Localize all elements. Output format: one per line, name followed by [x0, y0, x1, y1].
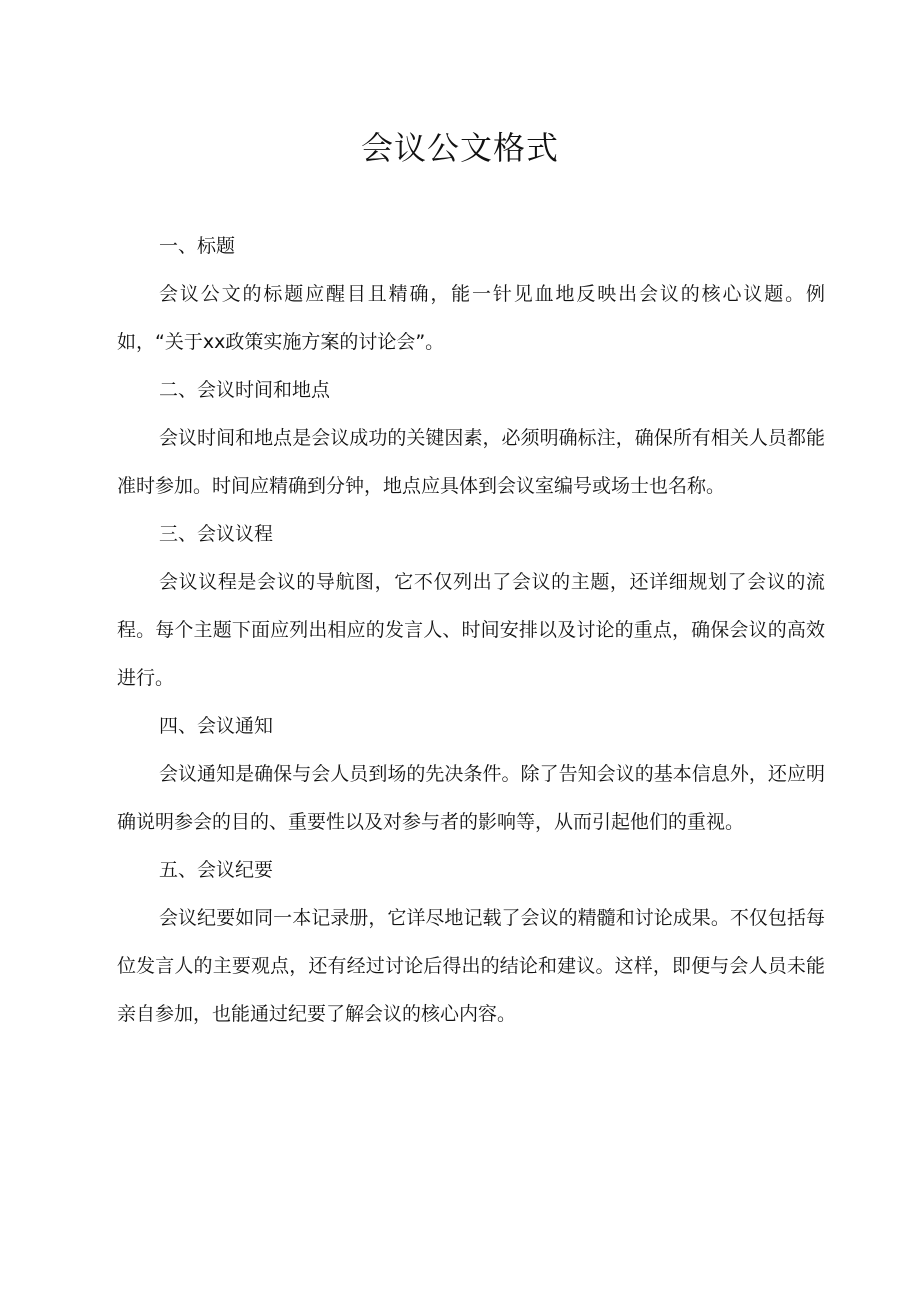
section-paragraph: 会议议程是会议的导航图，它不仅列出了会议的主题，还详细规划了会议的流程。每个主题下面应列出相应的发言人、时间安排以及讨论的重点，确保会议的高效进行。 [117, 571, 825, 689]
section-paragraph: 会议时间和地点是会议成功的关键因素，必须明确标注，确保所有相关人员都能准时参加。时间应精确到分钟，地点应具体到会议室编号或场士也名称。 [117, 427, 825, 497]
section-heading: 三、会议议程 [159, 523, 274, 545]
section-heading: 二、会议时间和地点 [159, 379, 331, 401]
section-paragraph: 会议纪要如同一本记录册，它详尽地记载了会议的精髓和讨论成果。不仅包括每位发言人的主要观点，还有经过讨论后得出的结论和建议。这样，即便与会人员未能亲自参加，也能通过纪要了解会议的核心内容。 [117, 907, 825, 1025]
section-heading: 一、标题 [159, 235, 236, 257]
document-body [117, 222, 825, 1038]
document-title: 会议公文格式 [360, 129, 559, 167]
section-paragraph: 会议公文的标题应醒目且精确，能一针见血地反映出会议的核心议题。例如，“关于xx政策实施方案的讨论会”。 [117, 283, 825, 353]
section-paragraph: 会议通知是确保与会人员到场的先决条件。除了告知会议的基本信息外，还应明确说明参会的目的、重要性以及对参与者的影响等，从而引起他们的重视。 [117, 763, 825, 833]
section-heading: 五、会议纪要 [159, 859, 274, 881]
section-heading: 四、会议通知 [159, 715, 274, 737]
